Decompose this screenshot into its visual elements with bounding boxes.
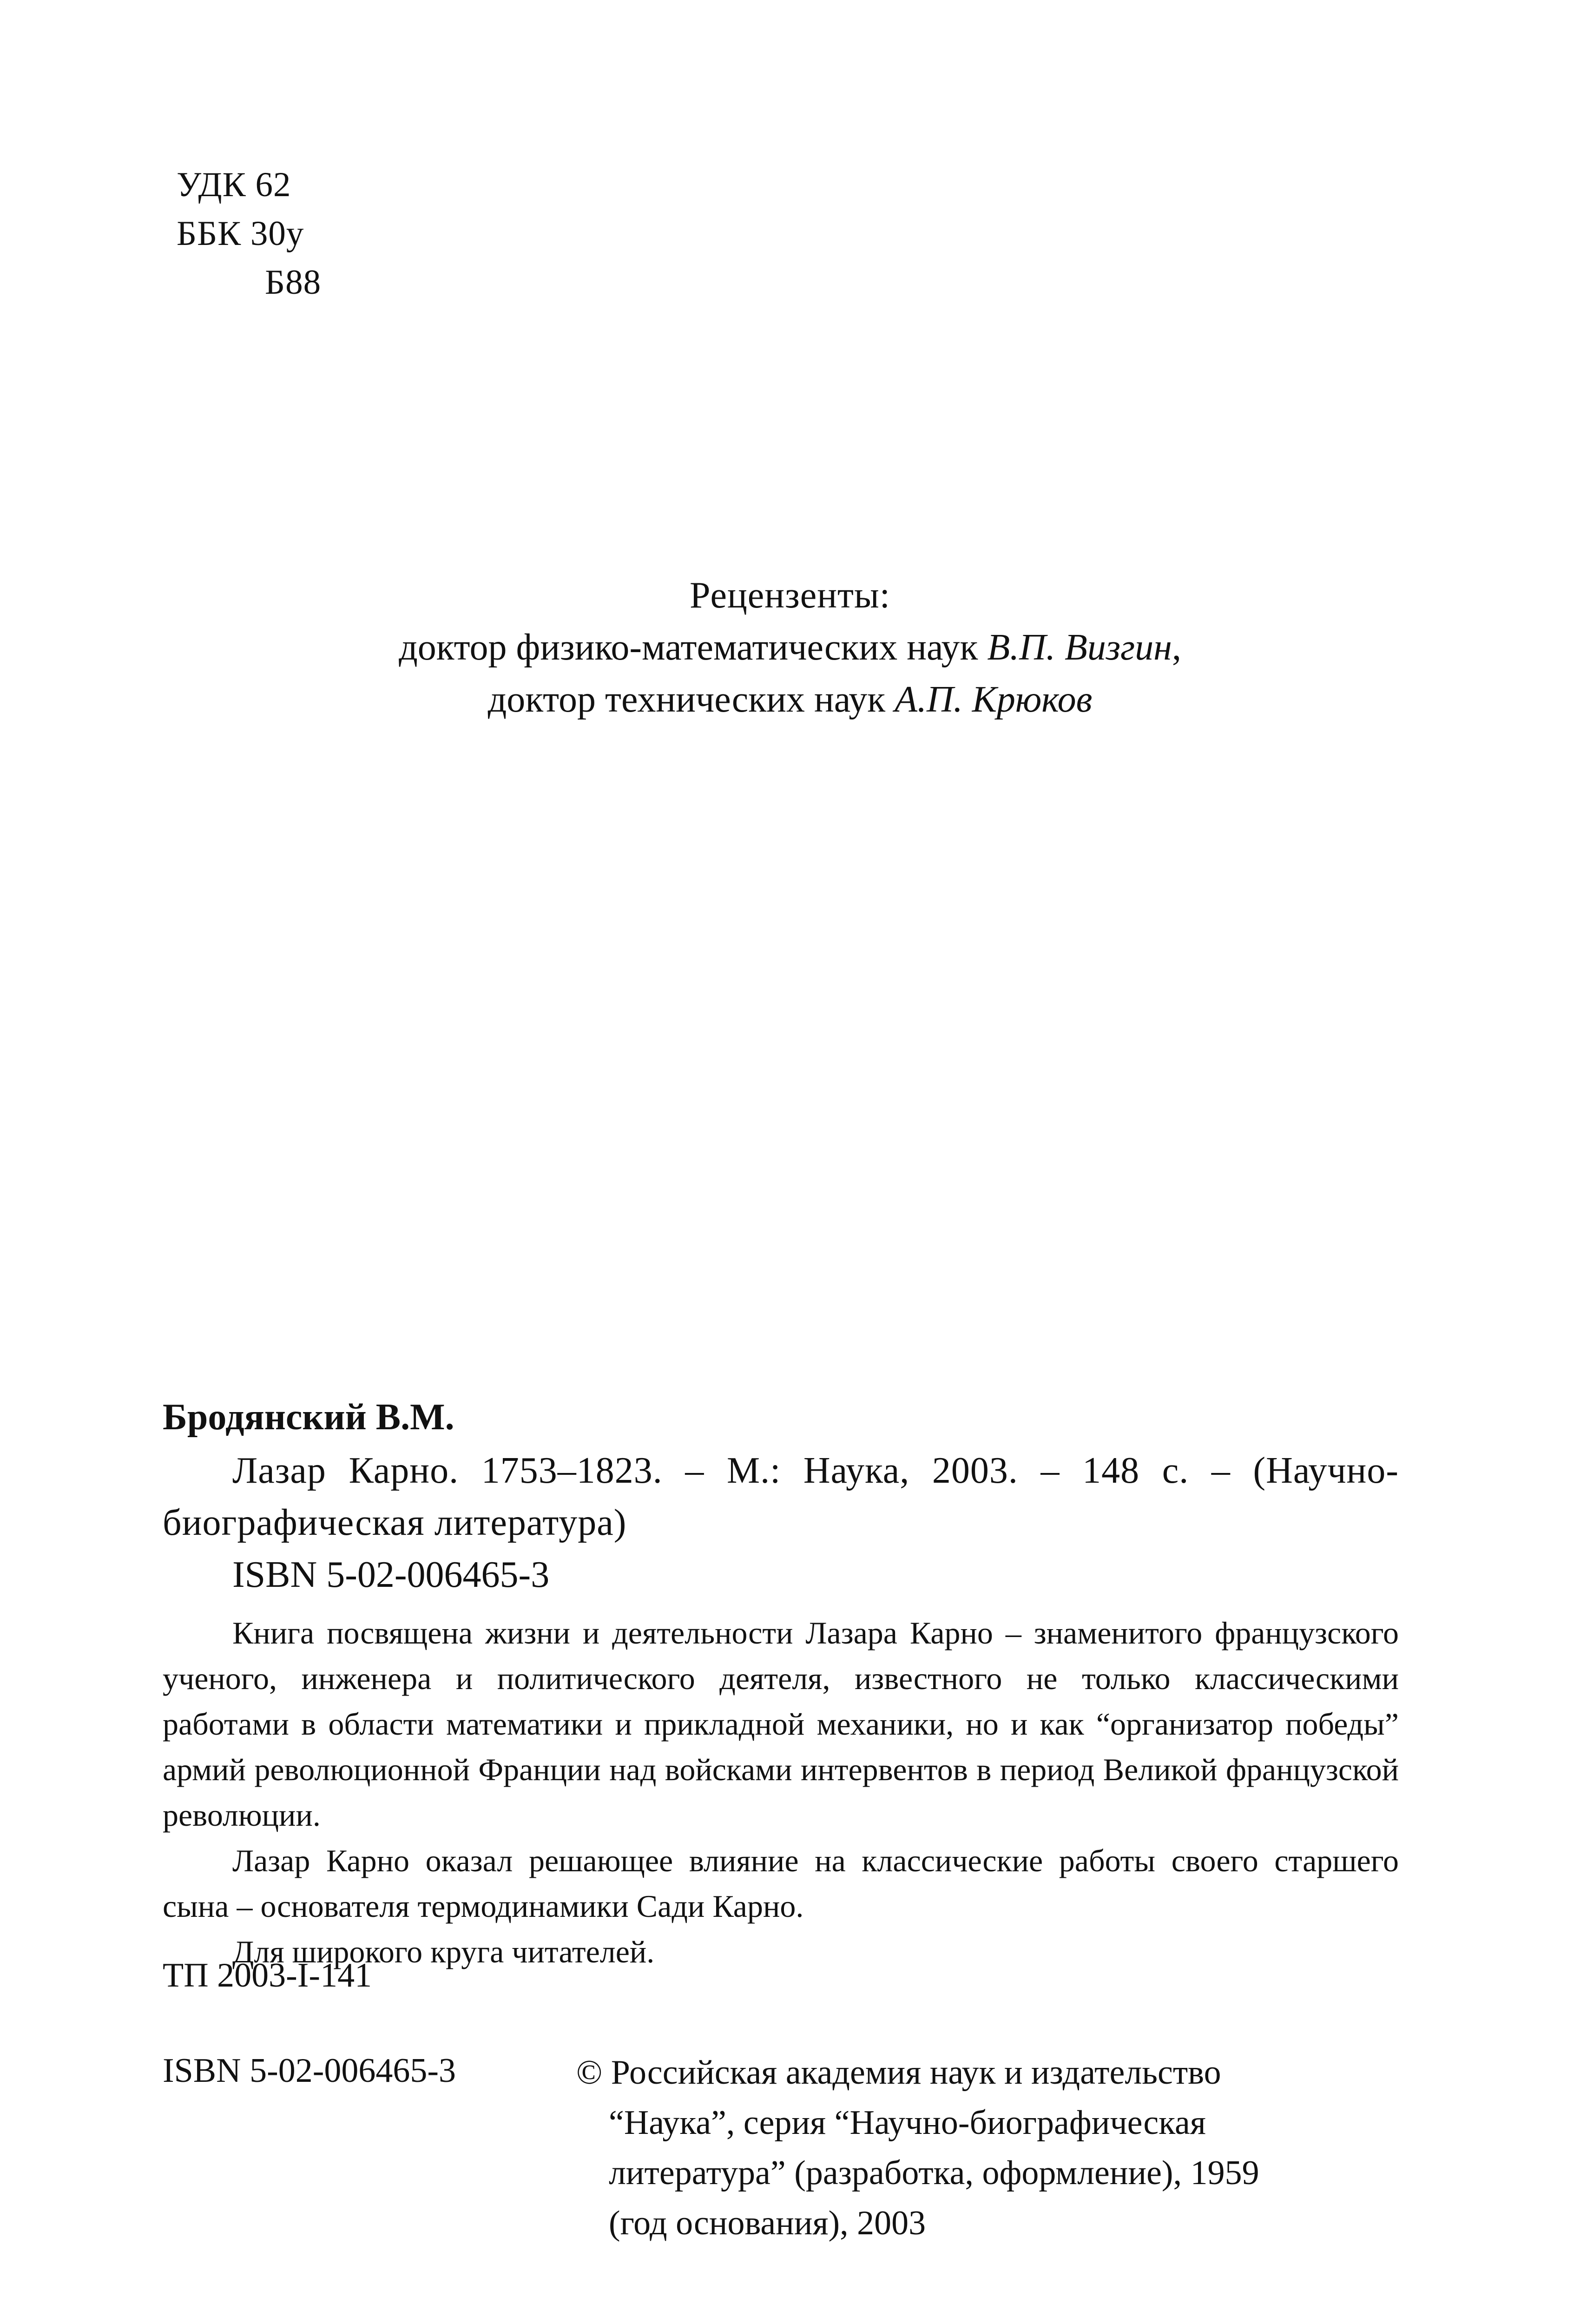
annotation: [163, 1610, 1399, 1974]
reviewer-1-name: В.П. Визгин: [987, 627, 1172, 668]
reviewer-1-degree: доктор физико-математических наук: [399, 627, 988, 668]
copyright-line-4: (год основания), 2003: [609, 2204, 926, 2242]
reviewer-2: [177, 673, 1403, 726]
reviewer-1: [177, 621, 1403, 673]
reviewer-2-degree: доктор технических наук: [487, 679, 895, 720]
isbn-footer: ISBN 5-02-006465-3: [163, 2052, 456, 2090]
annotation-paragraph-1: Книга посвящена жизни и деятельности Лазара Карно – знаменитого французского ученого, инженера и политического деятеля, известного не только классическими работами в области математики и прикладной механики, но и как “организатор победы” армий революционной Франции над войсками интервентов в период Великой французской революции.: [163, 1615, 1399, 1833]
annotation-paragraph-2: Лазар Карно оказал решающее влияние на классические работы своего старшего сына – основателя термодинамики Сади Карно.: [163, 1843, 1399, 1924]
tp-code: ТП 2003-I-141: [163, 1956, 372, 1994]
author-mark: Б88: [265, 263, 322, 302]
udk-code: УДК 62: [177, 165, 291, 204]
copyright-line-3: литература” (разработка, оформление), 1959: [609, 2154, 1259, 2192]
copyright-line-1: © Российская академия наук и издательство: [576, 2053, 1221, 2092]
bibliographic-record: [163, 1390, 1399, 1974]
copyright-line-2: “Наука”, серия “Научно-биографическая: [609, 2104, 1206, 2142]
annotation-paragraph-3: Для широкого круга читателей.: [232, 1934, 655, 1969]
reviewer-2-name: А.П. Крюков: [895, 679, 1093, 720]
isbn-entry: ISBN 5-02-006465-3: [232, 1554, 550, 1595]
author-heading: Бродянский В.М.: [163, 1397, 454, 1438]
bbk-code: ББК 30у: [177, 214, 304, 253]
bibliographic-entry: Лазар Карно. 1753–1823. – М.: Наука, 2003. – 148 с. – (Научно-биографическая литература): [163, 1450, 1399, 1543]
reviewers-block: [177, 569, 1403, 726]
reviewers-heading: Рецензенты:: [690, 575, 890, 616]
copyright-notice: [576, 2047, 1408, 2248]
reviewer-1-separator: ,: [1172, 627, 1181, 668]
classification-block: [177, 160, 321, 307]
